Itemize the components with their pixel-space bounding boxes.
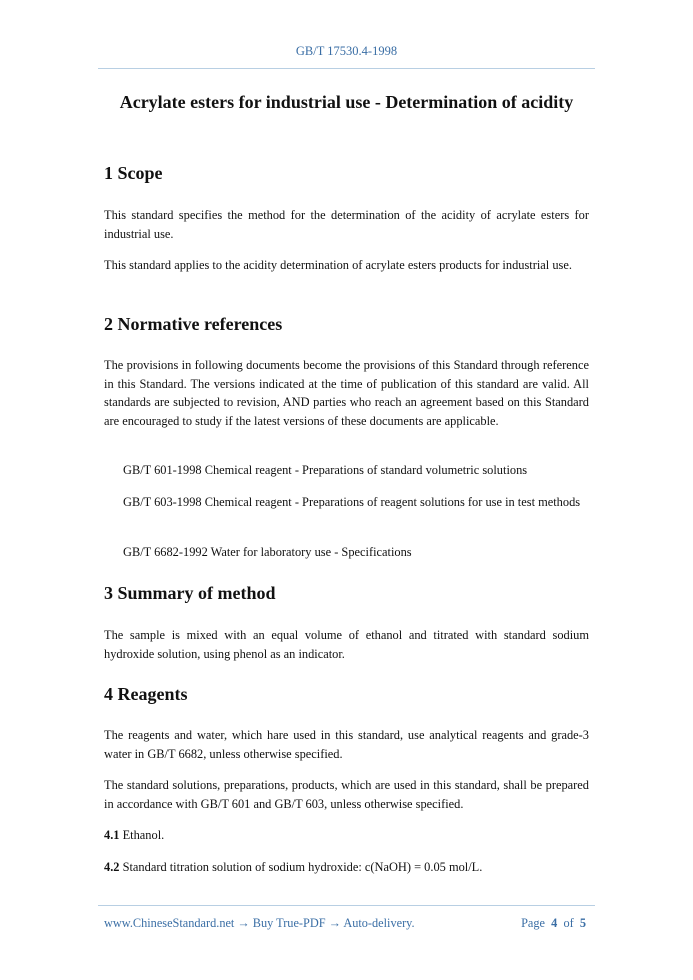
total-pages-number: 5	[579, 916, 586, 930]
of-label: of	[563, 916, 574, 930]
footer-divider	[98, 905, 595, 906]
scope-paragraph-1: This standard specifies the method for the determination of the acidity of acrylate esters for industrial use.	[104, 208, 589, 241]
section-heading-scope: 1 Scope	[104, 163, 163, 183]
section-heading-summary: 3 Summary of method	[104, 583, 276, 603]
section-heading-reagents: 4 Reagents	[104, 684, 188, 704]
header-divider	[98, 68, 595, 69]
clause-text: Standard titration solution of sodium hydroxide: c(NaOH) = 0.05 mol/L.	[119, 860, 483, 874]
current-page-number: 4	[551, 916, 558, 930]
normative-reference-item: GB/T 603-1998 Chemical reagent - Preparations of reagent solutions for use in test methods	[123, 495, 581, 509]
document-title: Acrylate esters for industrial use - Determination of acidity	[119, 92, 574, 112]
normative-reference-item: GB/T 6682-1992 Water for laboratory use - Specifications	[123, 545, 412, 559]
clause-number: 4.2	[104, 860, 120, 874]
summary-paragraph: The sample is mixed with an equal volume of ethanol and titrated with standard sodium hydroxide solution, using phenol as an indicator.	[104, 628, 589, 661]
clause-4-1	[104, 826, 589, 845]
normative-reference-item: GB/T 601-1998 Chemical reagent - Preparations of standard volumetric solutions	[123, 463, 528, 477]
page-label: Page	[521, 916, 545, 930]
header-standard-code: GB/T 17530.4-1998	[295, 44, 398, 58]
clause-4-2	[104, 858, 589, 877]
clause-text: Ethanol.	[119, 828, 165, 842]
scope-paragraph-2: This standard applies to the acidity determination of acrylate esters products for industrial use.	[104, 258, 572, 272]
clause-number: 4.1	[104, 828, 120, 842]
page-number	[521, 916, 586, 931]
footer-store-link[interactable]: www.ChineseStandard.net → Buy True-PDF → Auto-delivery.	[104, 916, 415, 930]
section-heading-normative-references: 2 Normative references	[104, 314, 283, 334]
reagents-paragraph-1: The reagents and water, which hare used in this standard, use analytical reagents and grade-3 water in GB/T 6682, unless otherwise specified.	[104, 728, 589, 761]
normative-paragraph: The provisions in following documents become the provisions of this Standard through reference in this Standard. The versions indicated at the time of publication of this standard are valid. All standards are subjected to revision, AND parties who reach an agreement based on this Standard are encouraged to study if the latest versions of these documents are applicable.	[104, 358, 589, 428]
reagents-paragraph-2: The standard solutions, preparations, products, which are used in this standard, shall be prepared in accordance with GB/T 601 and GB/T 603, unless otherwise specified.	[104, 778, 589, 811]
